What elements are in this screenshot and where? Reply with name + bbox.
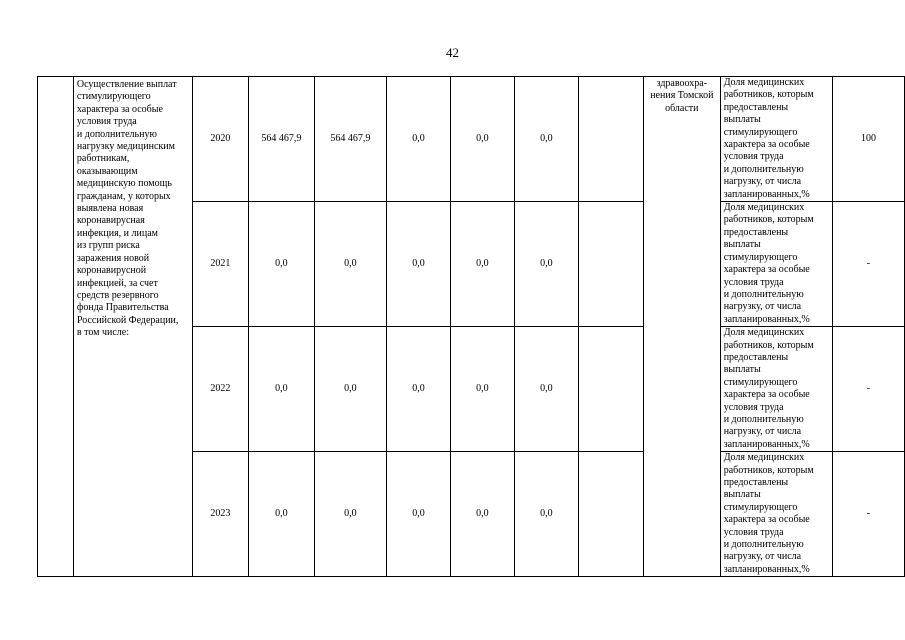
- year-cell: 2023: [192, 452, 249, 577]
- empty-cell: [578, 452, 643, 577]
- empty-cell: [578, 327, 643, 452]
- indicator-value: 100: [832, 77, 904, 202]
- amount-cell: 564 467,9: [314, 77, 387, 202]
- amount-cell: 0,0: [314, 202, 387, 327]
- year-cell: 2021: [192, 202, 249, 327]
- amount-cell: 0,0: [387, 77, 451, 202]
- table-row: [38, 77, 905, 202]
- empty-cell: [578, 77, 643, 202]
- amount-cell: 0,0: [249, 327, 314, 452]
- indicator-text: Доля медицинских работников, которым предоставлены выплаты стимулирующего характера за особые условия труда и дополнительную нагрузку, от числа запланированных,%: [723, 452, 814, 575]
- executor-cell: [643, 77, 720, 577]
- amount-cell: 0,0: [515, 327, 579, 452]
- amount-cell: 0,0: [387, 202, 451, 327]
- amount-cell: 0,0: [314, 452, 387, 577]
- amount-cell: 564 467,9: [249, 77, 314, 202]
- indicator-value: -: [832, 327, 904, 452]
- amount-cell: 0,0: [387, 452, 451, 577]
- indicator-value: -: [832, 202, 904, 327]
- indicator-text: Доля медицинских работников, которым предоставлены выплаты стимулирующего характера за особые условия труда и дополнительную нагрузку, от числа запланированных,%: [723, 202, 814, 325]
- event-description: Осуществление выплат стимулирующего характера за особые условия труда и дополнительную нагрузку медицинским работникам, оказывающим медицинскую помощь гражданам, у которых выявлена новая коронавирусная инфекция, и лицам из групп риска заражения новой коронавирусной инфекцией, за счет средств резервного фонда Правительства Российской Федерации, в том числе:: [76, 79, 179, 339]
- amount-cell: 0,0: [450, 202, 514, 327]
- page-number: 42: [446, 45, 459, 60]
- amount-cell: 0,0: [450, 77, 514, 202]
- amount-cell: 0,0: [450, 327, 514, 452]
- executor-text: здравоохра- нения Томской области: [650, 78, 714, 114]
- amount-cell: 0,0: [249, 202, 314, 327]
- amount-cell: 0,0: [515, 77, 579, 202]
- indicator-cell: [720, 202, 832, 327]
- program-table: [37, 76, 905, 577]
- year-cell: 2022: [192, 327, 249, 452]
- indicator-cell: [720, 452, 832, 577]
- amount-cell: 0,0: [515, 452, 579, 577]
- indicator-cell: [720, 327, 832, 452]
- indicator-text: Доля медицинских работников, которым предоставлены выплаты стимулирующего характера за особые условия труда и дополнительную нагрузку, от числа запланированных,%: [723, 327, 814, 450]
- indicator-value: -: [832, 452, 904, 577]
- row-number-cell: [38, 77, 74, 577]
- indicator-cell: [720, 77, 832, 202]
- indicator-text: Доля медицинских работников, которым предоставлены выплаты стимулирующего характера за особые условия труда и дополнительную нагрузку, от числа запланированных,%: [723, 77, 814, 200]
- amount-cell: 0,0: [387, 327, 451, 452]
- year-cell: 2020: [192, 77, 249, 202]
- event-description-cell: [73, 77, 192, 577]
- amount-cell: 0,0: [314, 327, 387, 452]
- amount-cell: 0,0: [249, 452, 314, 577]
- empty-cell: [578, 202, 643, 327]
- amount-cell: 0,0: [515, 202, 579, 327]
- amount-cell: 0,0: [450, 452, 514, 577]
